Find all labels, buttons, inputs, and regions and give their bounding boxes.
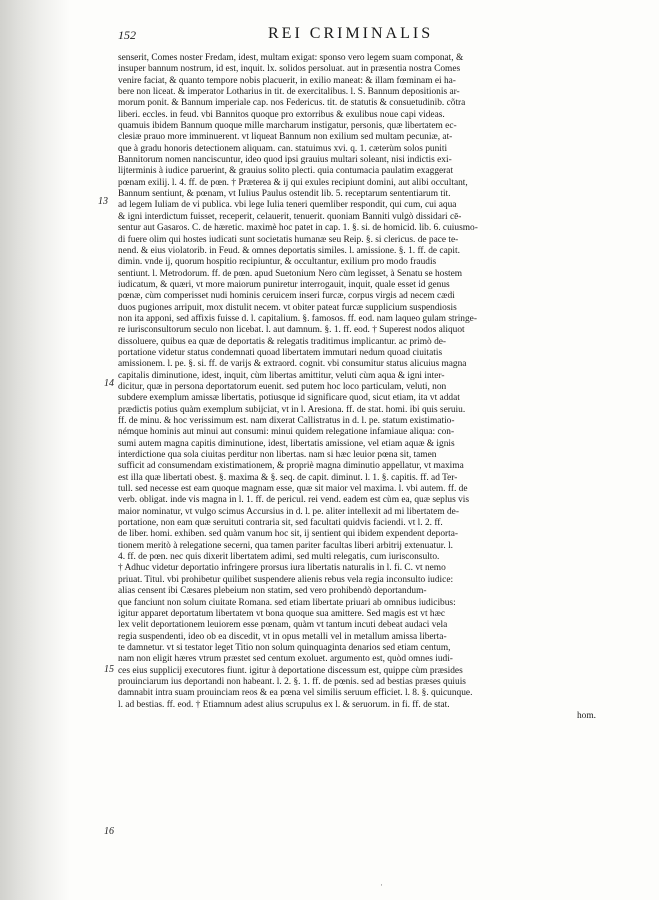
text-line: iudicatum, & quæri, vt more maiorum puniretur interrogauit, inquit, quale esset id genus <box>118 279 450 290</box>
text-line: de liber. homi. exhiben. sed quàm vanum hoc sit, ij sentient qui ibidem expendent deporta- <box>118 529 459 540</box>
text-line: capitalis diminutione, idest, inquit, cùm libertas amittitur, veluti cùm aqua & igni inter- <box>118 370 445 381</box>
body-text <box>118 53 596 722</box>
text-line: lijterminis à iudice paruerint, & grauius solito plecti. quia contumacia paulatim exaggerat <box>118 166 454 177</box>
text-line: sentur aut Gasaros. C. de hæretic. maximè hoc patet in cap. 1. §. si. de homicid. lib. 6. cuiusmo- <box>118 223 478 234</box>
text-line: 4. ff. de pœn. nec quis dixerit libertatem adimi, sed multi relegatis, cum iurisconsulto. <box>118 552 440 563</box>
text-line: portatione, non eam quæ seruituti contraria sit, sed facultati quidvis faciendi. vt l. 2. ff. <box>118 518 443 529</box>
text-line: prædictis potius quàm exemplum subijciat, vt in l. Aresiona. ff. de stat. homi. ibi quis seruiu. <box>118 404 466 415</box>
text-line: priuat. Titul. vbi prohibetur quilibet suspendere alienis rebus vela regia inconsulto iudice: <box>118 574 454 585</box>
text-line: que fanciunt non solum ciuitate Romana. sed etiam libertate priuari ab omnibus iudicibus: <box>118 597 456 608</box>
text-line: portatione videtur status condemnati quoad libertatem immutari nedum quoad ciuitatis <box>118 347 443 358</box>
text-line: est illa quæ libertati obest. §. maxima & §. seq. de capit. diminut. l. 1. §. capitis. ff. ad Ter- <box>118 472 458 483</box>
text-line: que à gradu honoris detectionem aliquam. can. statuimus xvi. q. 1. cæterùm solos puniti <box>118 143 448 154</box>
text-line: l. ad bestias. ff. eod. † Etiamnum adest alius scrupulus ex l. & seruorum. in fi. ff. de stat. <box>118 699 450 710</box>
text-line: non ita apponi, sed affixis fuisse d. l. capitalium. §. famosos. ff. eod. nam laqueo gulam stringe- <box>118 313 477 324</box>
text-line: nend. & eius violatorib. in Feud. & omnes deportatis similes. l. amissione. §. 1. ff. de capit. <box>118 245 460 256</box>
text-line: senserit, Comes noster Fredam, idest, multam exigat: sponso vero legem suam componat, & <box>118 53 464 63</box>
text-line: igitur apparet deportatum libertatem vt bona quoque sua amittere. Sed magis est vt hæc <box>118 608 445 619</box>
text-line: quamuis ibidem Bannum quoque mille marcharum instigatur, personis, quæ libertatem ec- <box>118 121 457 132</box>
text-line: maior nominatur, vt vulgo scimus Accursius in d. l. pe. aliter intellexit ad mi libertatem de- <box>118 506 459 517</box>
text-line: morum ponit. & Bannum imperiale cap. nos Federicus. tit. de statutis & consuetudinib. cõtra <box>118 98 466 109</box>
margin-number: 13 <box>98 196 108 207</box>
text-line: & igni interdictum fuisset, receperit, celauerit, tenuerit. quoniam Banniti vulgò dissidari cē- <box>118 211 462 222</box>
page-speck: · <box>380 880 383 890</box>
text-line: damnabit intra suam prouinciam reos & ea pœna vel similis seruum efficiet. l. 8. §. quicunque. <box>118 688 473 699</box>
page-gutter-shadow <box>0 0 70 900</box>
text-line: verb. obligat. inde vis magna in l. 1. ff. de pericul. rei vend. eadem est cùm ea, quæ seplus vis <box>118 495 470 506</box>
margin-number: 16 <box>104 826 114 837</box>
text-line: sentiunt. l. Metrodorum. ff. de pœn. apud Suetonium Nero cùm legisset, à Senatu se hostem <box>118 268 463 279</box>
text-line: hom. <box>576 710 596 721</box>
text-line: sumi autem magna capitis diminutione, idest, libertatis amissione, vel etiam aquæ & ignis <box>118 438 455 449</box>
text-line: † Adhuc videtur deportatio infringere prorsus iura libertatis naturalis in l. fi. C. vt nemo <box>118 563 446 574</box>
text-line: clesiæ prauo more imminuerent. vt liqueat Bannum non exilium sed multam pecuniæ, at- <box>118 132 453 143</box>
text-line: dissoluere, quibus ea quæ de deportatis & relegatis traditimus implicantur. ac primò de- <box>118 336 447 347</box>
text-line: amissionem. l. pe. §. si. ff. de varijs & extraord. cognit. vbi consumitur status alicuius magna <box>118 359 467 370</box>
text-line: te damnetur. vt si testator leget Titio non solum quinquaginta denarios sed etiam centum, <box>118 642 451 653</box>
text-line: tull. sed necesse est eam quoque magnam esse, quæ sit maior vel maxima. l. vbi autem. ff. de <box>118 484 468 495</box>
page-header <box>118 25 598 48</box>
text-line: dimin. vnde ij, quorum hospitio recipiuntur, & occultantur, exilium pro modo fraudis <box>118 257 437 268</box>
text-line: liberi. eccles. in feud. vbi Bannitos quoque pro extorribus & exulibus noue capi videas. <box>118 109 445 120</box>
text-line: di fuere olim qui hostes iudicati sunt societatis humanæ seu Reip. §. si clericus. de pace te- <box>118 234 459 245</box>
text-line: venire faciat, & quanto tempore nobis placuerit, in exilio maneat: & illam fœminam ei ha- <box>118 75 456 86</box>
margin-number: 15 <box>104 664 114 675</box>
text-line: Bannitorum nomen nanciscuntur, ideo quod ipsi grauius multari soleant, nisi indictis exi- <box>118 155 452 166</box>
text-line: ces eius supplicij executores fiunt. igitur à deportatione discessum est, quippe cùm præsides <box>118 665 463 676</box>
text-line: ff. de minu. & hoc verissimum est. nam dixerat Callistratus in d. l. pe. statum existimatio- <box>118 416 455 426</box>
text-line: regia suspendenti, ideo ob ea discedit, vt in opus metalli vel in metallum amissa liberta- <box>118 631 447 642</box>
text-line: némque hominis aut minui aut consumi: minui quidem relegatione infamiaue aliqua: con- <box>118 427 455 438</box>
text-line: bere non liceat. & imperator Lotharius in tit. de exercitalibus. l. S. Bannum depositionis ar- <box>118 87 460 98</box>
folio-number: 152 <box>118 28 136 42</box>
text-line: insuper bannum nostrum, id est, inquit. lx. solidos persoluat. aut in præsentia nostra Comes <box>118 64 461 75</box>
text-line: pœnam exilij. l. 4. ff. de pœn. † Præterea & ij qui exules recipiunt domini, aut alibi occultant, <box>118 177 468 188</box>
text-line: prouinciarum ius deportandi non habeant. l. 2. §. 1. ff. de pœnis. sed ad bestias præses quiuis <box>118 676 466 687</box>
running-head: REI CRIMINALIS <box>268 25 434 42</box>
text-line: lex velit deportationem leuiorem esse pœnam, quàm vt tantum incuti debeat audaci vela <box>118 620 448 631</box>
text-line: interdictione qua sola ciuitas perditur non libertas. nam si hæc leuior pœna sit, tamen <box>118 450 437 461</box>
text-line: subdere exemplum amissæ libertatis, potiusque id significare quod, sicut etiam, ita vt addat <box>118 393 460 404</box>
text-line: Bannum sentiunt, & pœnam, vt Iulius Paulus ostendit lib. 5. receptarum sententiarum tit. <box>118 189 451 200</box>
margin-number: 14 <box>104 378 114 389</box>
text-line: alias censent ibi Cæsares plebeium non statim, sed vero prohibendò deportandum- <box>118 586 427 597</box>
text-line: sufficit ad consumendam existimationem, & propriè magna diminutio appellatur, vt maxima <box>118 461 464 472</box>
text-line: tionem meritò à relegatione secerni, qua tamen pariter facultas liberi arbitrij extenuatur. l. <box>118 540 454 551</box>
text-line: ad legem Iuliam de vi publica. vbi lege Iulia teneri quemliber respondit, qui cum, cui aqua <box>118 200 457 211</box>
text-line: duos pugiones arripuit, mox distulit necem. vt obiter pateat furcæ supplicium suspendiosis <box>118 302 457 313</box>
text-line: dicitur, quæ in persona deportatorum euenit. sed putem hoc loco particulam, veluti, non <box>118 381 447 392</box>
text-line: pœnæ, cùm comperisset nudi hominis ceruicem inseri furcæ, corpus virgis ad necem cædi <box>118 291 455 302</box>
text-line: re iurisconsultorum seculo non licebat. l. aut damnum. §. 1. ff. eod. † Superest nodos aliquot <box>118 325 465 336</box>
text-line: nam non eligit hæres vtrum præstet sed centum exoluet. argumento est, quòd omnes iudi- <box>118 654 453 665</box>
